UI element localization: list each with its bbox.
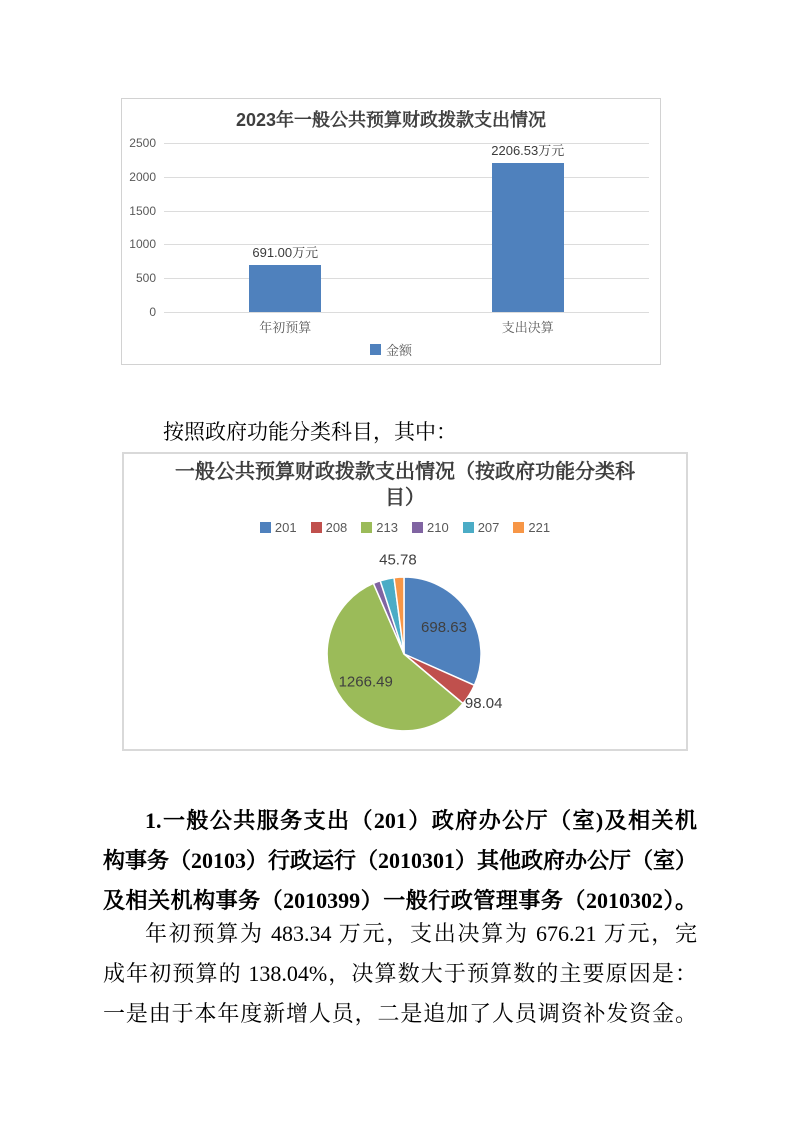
body-paragraph [103,914,697,1034]
text-line: 按照政府功能分类科目，其中： [163,420,457,444]
legend-swatch-icon [370,344,381,355]
legend-label: 208 [325,520,348,535]
legend-label: 213 [376,520,398,535]
legend-label: 207 [477,520,500,535]
legend-label: 210 [427,520,449,535]
gridline [164,177,649,178]
bar-chart-plot-area [122,99,660,364]
bar-chart-title: 2023年一般公共预算财政拨款支出情况 [235,110,547,130]
legend-label: 221 [528,520,551,535]
y-axis-tick-label: 2000 [129,169,156,184]
bar-data-label: 691.00万元 [252,245,319,261]
heading-paragraph [103,801,697,921]
legend-label: 金额 [385,343,412,358]
y-axis-tick-label: 0 [149,305,156,319]
text-line: 1.一般公共服务支出（201）政府办公厅（室)及相关机 [145,808,697,833]
text-line: 及相关机构事务（2010399）一般行政管理事务（2010302）。 [103,888,697,913]
y-axis-tick-label: 1500 [129,203,156,218]
pie-data-label: 698.63 [421,618,467,636]
pie-data-label: 45.78 [379,551,417,569]
legend-label: 201 [274,520,297,535]
pie-chart-title-line2: 目） [385,487,425,509]
pie-chart-title-line1: 一般公共预算财政拨款支出情况（按政府功能分类科 [175,461,635,483]
y-axis-tick-label: 1000 [129,237,156,252]
bar-data-label: 2206.53万元 [491,142,565,158]
bar-支出决算 [492,163,564,312]
x-category-label: 支出决算 [501,320,554,335]
pie-chart-plot-area [124,454,686,749]
text-line: 年初预算为 483.34 万元，支出决算为 676.21 万元，完 [145,921,697,946]
pie-data-label: 1266.49 [338,673,393,691]
pie-data-label: 98.04 [464,694,503,712]
bar-年初预算 [249,265,321,312]
text-line: 构事务（20103）行政运行（2010301）其他政府办公厅（室） [103,848,697,873]
bar-chart-legend [122,340,660,359]
pie-chart [122,452,688,751]
bar-chart [121,98,661,365]
gridline [164,312,649,313]
gridline [164,278,649,279]
text-line: 成年初预算的 138.04%，决算数大于预算数的主要原因是： [103,961,697,986]
y-axis-tick-label: 2500 [129,136,156,150]
text-line: 一是由于本年度新增人员，二是追加了人员调资补发资金。 [103,1001,697,1026]
intro-paragraph [103,415,697,449]
y-axis-tick-label: 500 [135,271,156,286]
x-category-label: 年初预算 [259,320,312,335]
gridline [164,211,649,212]
